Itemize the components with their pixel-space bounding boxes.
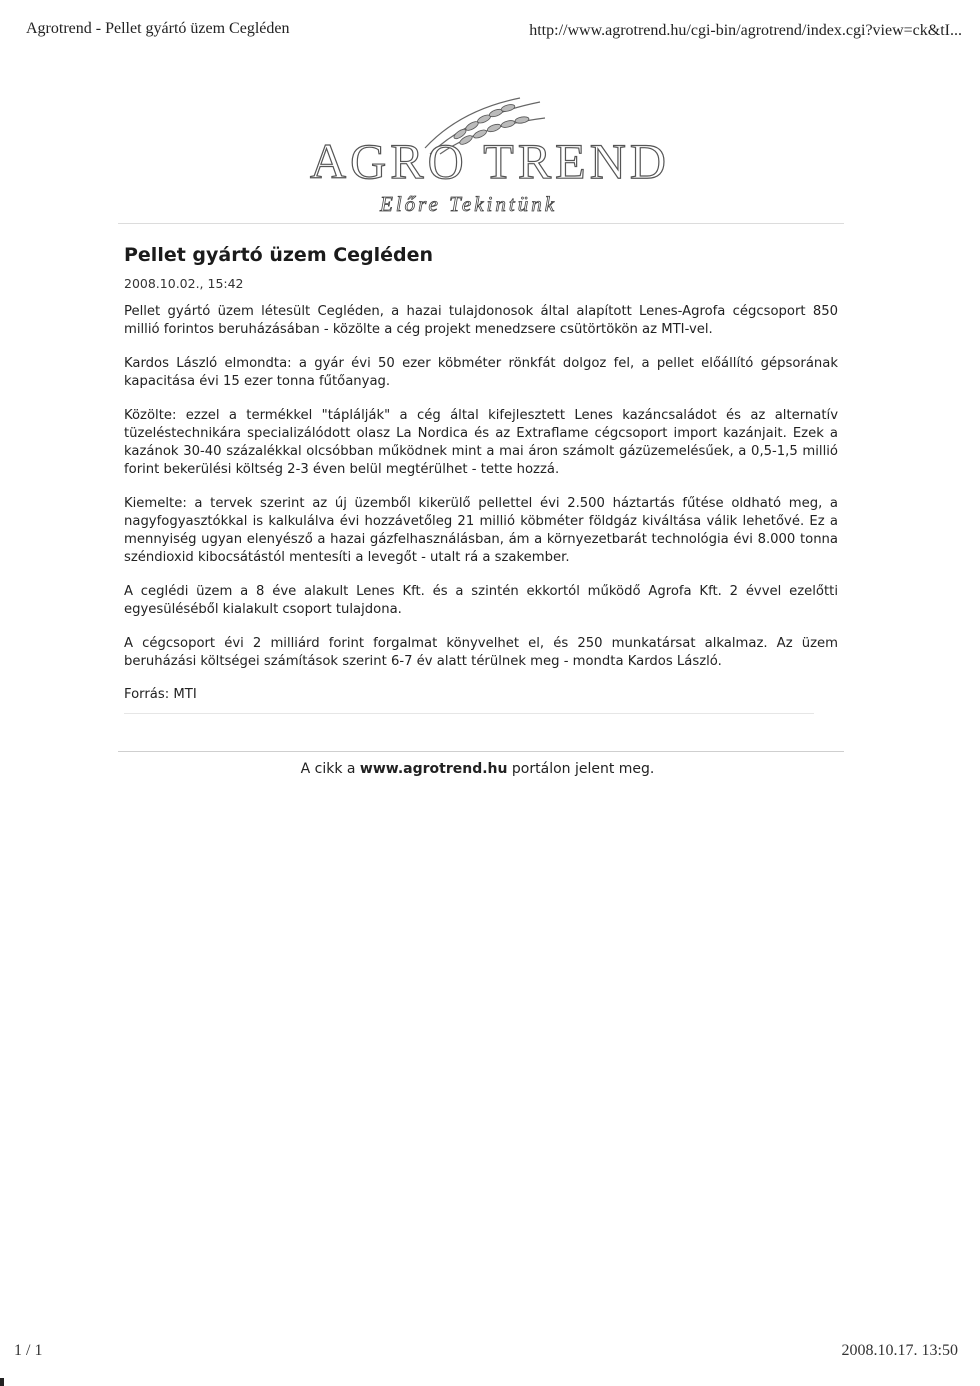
print-timestamp: 2008.10.17. 13:50	[841, 1342, 958, 1359]
article-divider	[124, 713, 814, 714]
article-paragraph: Kardos László elmondta: a gyár évi 50 ezer köbméter rönkfát dolgoz fel, a pellet előállító gépsorának kapacitása évi 15 ezer tonna fűtőanyag.	[124, 356, 838, 389]
footer-prefix: A cikk a	[300, 761, 356, 777]
article-footer	[0, 761, 955, 777]
article-paragraph: A ceglédi üzem a 8 éve alakult Lenes Kft. és a szintén ekkortól működő Agrofa Kft. 2 évvel ezelőtti egyesüléséből kialakult csoport tulajdona.	[124, 584, 838, 617]
agrotrend-logo[interactable]	[310, 96, 670, 226]
print-page-title: Agrotrend - Pellet gyártó üzem Cegléden	[26, 20, 290, 37]
print-url: http://www.agrotrend.hu/cgi-bin/agrotrend/index.cgi?view=ck&tI...	[529, 22, 962, 39]
footer-suffix: portálon jelent meg.	[511, 761, 655, 777]
print-page-number: 1 / 1	[14, 1342, 43, 1359]
article-paragraph: Közölte: ezzel a termékkel "táplálják" a cég által kifejlesztett Lenes kazáncsaládot és az alternatív tüzeléstechnikára specializálódott olasz La Nordica és az Extraflame cégcsoport import kazánjait. Ezek a kazánok 30-40 százalékkal olcsóbban működnek mint a mai áron számolt gázüzemelésűek, a 0,5-1,5 millió forint bekerülési költség 2-3 éven belül megtérülhet - tette hozzá.	[124, 408, 838, 477]
article-source: Forrás: MTI	[124, 687, 197, 702]
article-headline: Pellet gyártó üzem Cegléden	[124, 244, 434, 266]
article-paragraph: Pellet gyártó üzem létesült Cegléden, a hazai tulajdonosok által alapított Lenes-Agrofa cégcsoport 850 millió forintos beruházásában - közölte a cég projekt menedzsere csütörtökön az MTI-vel.	[124, 304, 838, 337]
logo-tagline: Előre Tekintünk	[380, 192, 558, 216]
logo-name: AGRO TREND	[310, 133, 670, 189]
article-body	[124, 303, 838, 671]
scan-mark	[0, 1378, 4, 1386]
article	[124, 244, 838, 702]
footer-site-link[interactable]: www.agrotrend.hu	[359, 761, 508, 777]
article-paragraph: A cégcsoport évi 2 milliárd forint forgalmat könyvelhet el, és 250 munkatársat alkalmaz. Az üzem beruházási költségei számítások szerint 6-7 év alatt térülnek meg - mondta Kardos László.	[124, 636, 838, 669]
header-divider	[118, 223, 844, 224]
footer-divider	[118, 751, 844, 752]
article-paragraph: Kiemelte: a tervek szerint az új üzemből kikerülő pellettel évi 2.500 háztartás fűtése oldható meg, a nagyfogyasztókkal is kalkulálva évi hozzávetőleg 21 millió köbméter földgáz kiváltása válik lehetővé. Ez a mennyiség ugyan elenyésző a hazai gázfelhasználásban, ám a környezetbarát technológia évi 8.000 tonna széndioxid kibocsátástól mentesíti a levegőt - utalt rá a szakember.	[124, 496, 838, 565]
article-dateline: 2008.10.02., 15:42	[124, 276, 244, 291]
